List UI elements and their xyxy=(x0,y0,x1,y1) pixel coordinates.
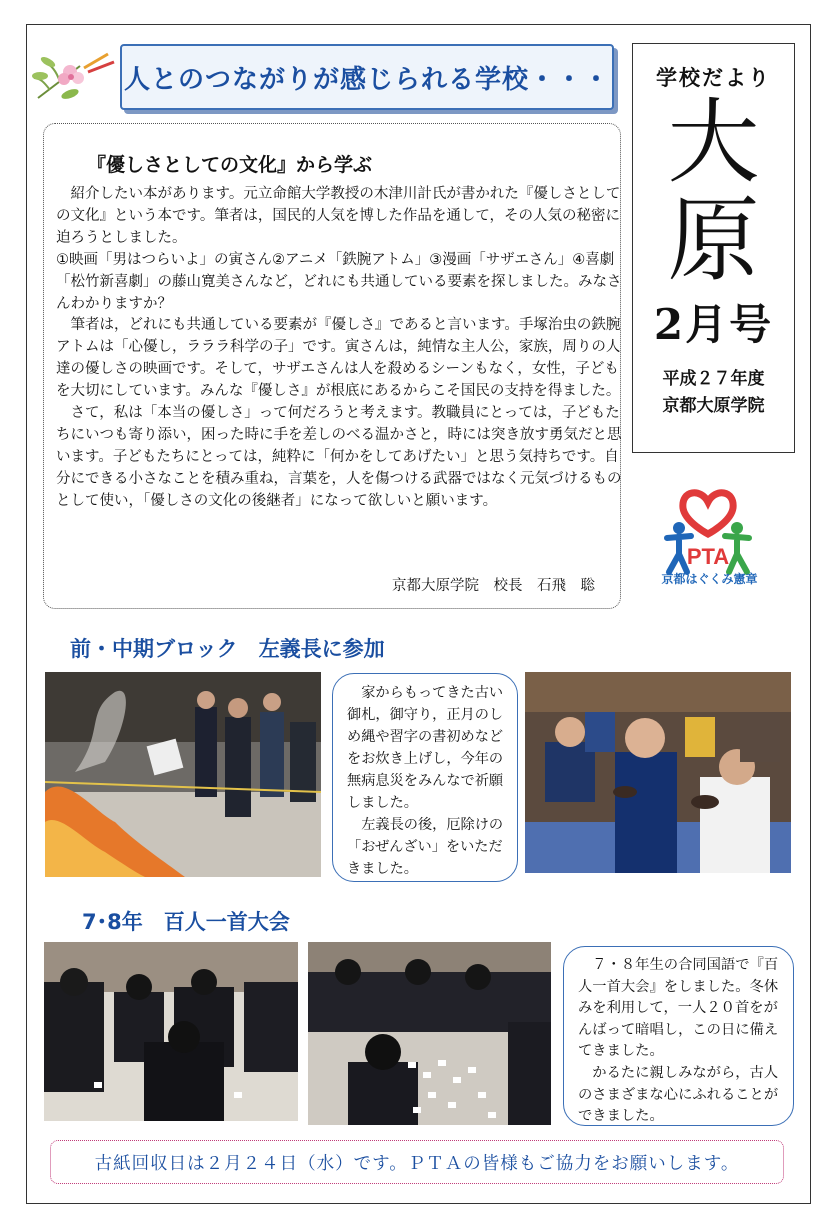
header-banner xyxy=(120,44,614,110)
karuta-paragraph: かるたに親しみながら，古人のさまざまな心にふれることができました。 xyxy=(578,1064,779,1125)
sagicho-paragraph: 家からもってきた古い御札，御守り，正月のしめ縄や習字の書初めなどをお炊き上げし，今年の無病息災をみんなで祈願しました。 xyxy=(347,685,504,811)
karuta-photo-left xyxy=(44,942,298,1121)
sagicho-section-title: 前・中期ブロック 左義長に参加 xyxy=(70,637,385,661)
article-paragraph: 紹介したい本があります。元立命館大学教授の木津川計氏が書かれた『優しさとしての文化』という本です。筆者は，国民的人気を博した作品を通して，その人気の秘密に迫ろうとしました。 xyxy=(56,186,621,246)
masthead-title-char-1: 大 xyxy=(667,89,760,196)
issue-label: 2月号 xyxy=(653,300,774,349)
article-title: 『優しさとしての文化』から学ぶ xyxy=(87,154,373,176)
notice-text: 古紙回収日は２月２４日（水）です。ＰＴＡの皆様もご協力をお願いします。 xyxy=(94,1153,740,1174)
article-paragraph: さて，私は「本当の優しさ」って何だろうと考えます。教職員にとっては，子どもたちにいつも寄り添い，困った時に手を差しのべる温かさと，時には突き放す勇気だと思います。子どもたちにとっては，純粋に「何かをしてあげたい」と思う気持ちです。自分にできる小さなことを積み重ね，言葉を，人を傷つける武器ではなく元気づけるものとして使い，「優しさの文化の後継者」になって欲しいと願います。 xyxy=(56,405,622,509)
sagicho-paragraph: 左義長の後，厄除けの「おぜんざい」をいただきました。 xyxy=(347,817,504,877)
fiscal-year: 平成２７年度 xyxy=(662,369,765,389)
banner-title: 人とのつながりが感じられる学校・・・ xyxy=(123,64,610,95)
article-signature: 京都大原学院 校長 石飛 聡 xyxy=(392,578,595,594)
masthead xyxy=(632,43,795,453)
sagicho-text-bubble xyxy=(332,673,518,882)
karuta-text-bubble xyxy=(563,946,794,1126)
newsletter-label: 学校だより xyxy=(656,65,771,90)
sagicho-fire-photo xyxy=(45,672,321,877)
karuta-paragraph: ７・８年生の合同国語で『百人一首大会』をしました。冬休みを利用して，一人２０首をがんばって暗唱し，この日に備えてきました。 xyxy=(578,957,779,1060)
zenzai-photo xyxy=(525,672,791,873)
logo-caption: 京都はぐくみ憲章 xyxy=(661,572,758,586)
karuta-section-title: 7･8年 百人一首大会 xyxy=(82,910,290,934)
school-name: 京都大原学院 xyxy=(662,396,765,416)
masthead-title-char-2: 原 xyxy=(667,187,760,294)
notice-box xyxy=(50,1140,784,1184)
logo-letters: PTA xyxy=(686,544,730,569)
flower-illustration xyxy=(30,48,118,104)
article-body xyxy=(56,184,622,513)
karuta-photo-right xyxy=(308,942,551,1125)
article-paragraph: 筆者は，どれにも共通している要素が『優しさ』であると言います。手塚治虫の鉄腕アトムは「心優し，ラララ科学の子」です。寅さんは，純情な主人公，家族，周りの人達の優しさの映画です。そして，サザエさんは人を殺めるシーンもなく，女性，子どもを大切にしています。みんな『優しさ』が根底にあるからこそ国民の支持を得ました。 xyxy=(56,317,621,400)
article-paragraph: ①映画「男はつらいよ」の寅さん②アニメ「鉄腕アトム」③漫画「サザエさん」④喜劇「松竹新喜劇」の藤山寛美さんなど，どれにも共通している要素を探しました。みなさんわかりますか？ xyxy=(56,251,622,312)
